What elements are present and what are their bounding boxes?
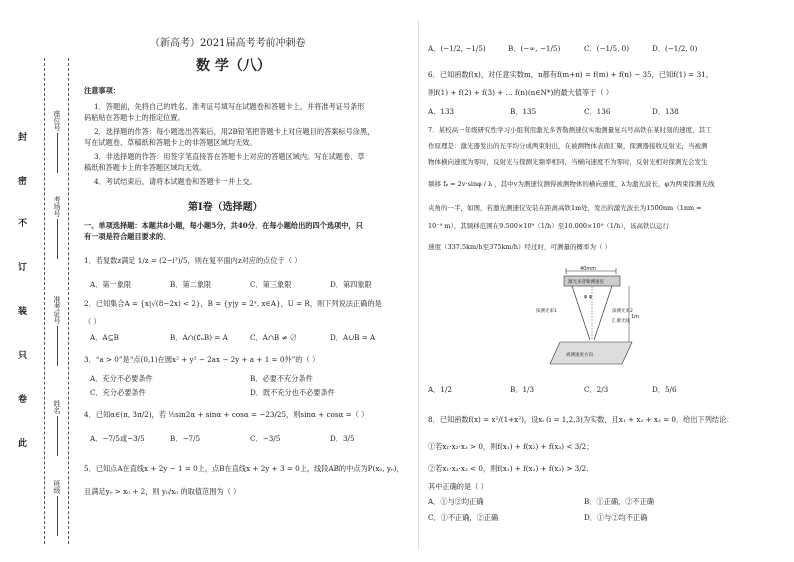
figure-beam-1: 探测光束1 (536, 309, 557, 314)
seal-word: 卷 (16, 394, 26, 403)
figure-plate-label: 被测速度方向 (566, 353, 593, 358)
q6-option-a[interactable]: A．133 (428, 107, 455, 116)
notes-line: 4．考试结束后，请将本试题卷和答题卡一并上交。 (94, 177, 257, 186)
question-8-conclusion-2: ②若x₁·x₂·x₃ < 0，则f(x₁) + f(x₂) + f(x₃) > 3/2． (428, 464, 594, 473)
question-7-line: 物体横向速度为零时，反射光与探测光频率相同，当横向速度不为零时，反射光相对探测光会发生 (428, 158, 708, 166)
notes-line: 码粘贴在答题卡上的指定位置。 (84, 113, 185, 122)
q7-option-b[interactable]: B．1/3 (510, 385, 535, 394)
question-3-stem: 3．“a > 0”是“点(0,1)在圆x² + y² − 2ax − 2y + a + 1 = 0外”的（ ） (84, 355, 320, 364)
q8-option-d[interactable]: D．①与②均不正确 (584, 513, 648, 522)
page-divider (418, 20, 419, 550)
figure-beam-2: 探测光束2 (612, 309, 633, 314)
exam-title: （新高考）2021届高考考前冲刺卷 (150, 38, 306, 49)
question-8-stem: 8．已知函数f(x) = x²/(1+x²)，设xᵢ (i = 1,2,3)为实数，且x₁ + x₂ + x₃ = 0．给出下列结论： (428, 415, 734, 424)
question-7-line: 频移 fₚ = 2v·sinφ / λ ，其中v为测速仪测得被测物体的横向速度，λ为激光波长，φ为两束探测光线 (428, 180, 715, 188)
question-5-stem-cont: 且满足y₀ > x₀ + 2，则 y₀/x₀ 的取值范围为（ ） (84, 487, 241, 496)
question-5-stem: 5．已知点A在直线x + 2y − 1 = 0上，点B在直线x + 2y + 3 = 0上，线段AB的中点为P(x₀, y₀)， (84, 464, 404, 473)
field-class[interactable]: 班级 (52, 480, 62, 536)
question-6-stem: 6．已知函数f(x)，对任意实数m，n都有f(m+n) = f(m) + f(n) − 35，已知f(1) = 31， (428, 70, 713, 79)
field-exam-room[interactable]: 考场号 (52, 196, 62, 259)
q1-option-b[interactable]: B．第二象限 (170, 280, 212, 289)
seal-word: 密 (16, 176, 26, 185)
q4-option-d[interactable]: D．3/5 (330, 434, 355, 443)
figure-reflect: 汇聚光线 (612, 319, 630, 324)
question-8-conclusion-1: ①若x₁·x₂·x₃ > 0，则f(x₁) + f(x₂) + f(x₃) < 3/2； (428, 442, 594, 451)
q3-option-c[interactable]: C．充分必要条件 (90, 388, 146, 397)
seal-word: 订 (16, 262, 26, 271)
seal-word: 此 (16, 438, 26, 447)
q1-option-c[interactable]: C．第三象限 (250, 280, 292, 289)
q2-option-c[interactable]: C．A∩B ≠ ∅ (250, 333, 297, 342)
question-2-paren: （ ） (84, 317, 101, 326)
subject-title: 数 学（八） (196, 58, 271, 74)
notes-line: 2．选择题的作答：每小题选出答案后，用2B铅笔把答题卡上对应题目的答案标号涂黑， (94, 127, 375, 136)
binding-line-inner (68, 58, 69, 544)
q7-option-c[interactable]: C．2/3 (584, 385, 609, 394)
q3-option-d[interactable]: D．既不充分也不必要条件 (250, 388, 335, 397)
question-7-line: 7．某校高一年级研究性学习小组利用激光多普勒测速仪实地测量复兴号高铁在某时刻的速度，其工 (428, 126, 712, 134)
notes-line: 3．非选择题的作答：用签字笔直接答在答题卡上对应的答题区域内。写在试题卷、草 (94, 152, 365, 161)
figure-device-label: 激光多普勒测速仪 (568, 280, 604, 285)
q5-option-b[interactable]: B．(−∞, −1/5) (508, 44, 561, 53)
figure-distance: 1m (631, 314, 640, 320)
notes-line: 1．答题前，先将自己的姓名、准考证号填写在试题卷和答题卡上，并将准考证号条形 (94, 102, 365, 111)
q8-option-a[interactable]: A．①与②均正确 (428, 497, 484, 506)
q3-option-a[interactable]: A．充分不必要条件 (90, 374, 153, 383)
question-4-stem: 4．已知α∈(π, 3π/2)，若 ½sin2α + sinα + cosα = −23/25，则sinα + cosα =（ ） (84, 410, 369, 419)
section-title: 第Ⅰ卷（选择题） (188, 202, 263, 213)
q7-option-a[interactable]: A．1/2 (428, 385, 452, 394)
laser-speedometer-figure (530, 262, 655, 374)
q4-option-c[interactable]: C．−3/5 (250, 434, 281, 443)
q8-option-c[interactable]: C．①不正确，②正确 (428, 513, 499, 522)
binding-line-outer (44, 58, 45, 544)
notes-line: 稿纸和答题卡上的非答题区域均无效。 (84, 163, 207, 172)
field-name[interactable]: 姓名 (52, 400, 62, 456)
q5-option-a[interactable]: A．(−1/2, −1/5) (428, 44, 486, 53)
q6-option-c[interactable]: C．136 (584, 107, 611, 116)
q2-option-a[interactable]: A．A⊆B (90, 333, 119, 342)
question-7-line: 作原理是：激光器发出的光平均分成两束射出，在被测物体表面汇聚，探测器接收反射光，当被测 (428, 142, 708, 150)
seal-word: 装 (16, 306, 26, 315)
q2-option-d[interactable]: D．A∪B = A (330, 333, 376, 342)
q5-option-c[interactable]: C．(−1/5, 0) (584, 44, 630, 53)
q5-option-d[interactable]: D．(−1/2, 0) (652, 44, 698, 53)
q2-option-b[interactable]: B．A∩(∁ᵤB) = A (170, 333, 228, 342)
q6-option-d[interactable]: D．138 (652, 107, 679, 116)
field-admission-number[interactable]: 准考证号 (52, 296, 62, 366)
section-intro: 有一项是符合题目要求的． (84, 232, 171, 241)
question-6-stem-cont: 则f(1) + f(2) + f(3) + … f(n)(n∈N*)的最大值等于（ ） (428, 88, 614, 97)
q6-option-b[interactable]: B．135 (510, 107, 537, 116)
notes-heading: 注意事项： (84, 86, 120, 95)
question-7-line: 速度（337.5km/h至375km/h）经过时，可测量的概率为（ ） (428, 243, 612, 251)
question-7-line: 夹角的一半，如图，若激光测速仪安装在距离高铁1m处，发出的激光波长为1500nm（1nm = (428, 204, 702, 212)
q4-option-a[interactable]: A．−7/5或−3/5 (90, 434, 145, 443)
seal-word: 不 (16, 218, 26, 227)
question-2-stem: 2．已知集合A = {x|√(8−2x) < 2}，B = {y|y = 2ˣ, x∈A}，U = R，则下列说法正确的是 (84, 299, 382, 308)
figure-phi: φ φ (584, 294, 593, 300)
q1-option-a[interactable]: A．第一象限 (90, 280, 132, 289)
notes-line: 写在试题卷、草稿纸和答题卡上的非答题区域均无效。 (84, 138, 257, 147)
q8-option-b[interactable]: B．①正确，②不正确 (584, 497, 654, 506)
figure-top-label: 40mm (580, 266, 597, 272)
q4-option-b[interactable]: B．−7/5 (170, 434, 201, 443)
question-7-line: 10⁻⁹ m），其频移范围在9.500×10⁹（1/h）至10.000×10⁹（1/h），该高铁以运行 (428, 222, 670, 230)
q3-option-b[interactable]: B．必要不充分条件 (250, 374, 313, 383)
question-1-stem: 1．若复数z满足 1/z = (2−i³)/5，则在复平面内z对应的点位于（ ） (84, 256, 302, 265)
field-seat-number[interactable]: 座位号 (52, 110, 62, 173)
q1-option-d[interactable]: D．第四象限 (330, 280, 372, 289)
section-intro: 一、单项选择题：本题共8小题，每小题5分，共40分．在每小题给出的四个选项中，只 (84, 221, 363, 230)
seal-word: 只 (16, 350, 26, 359)
seal-word: 封 (16, 132, 26, 141)
q7-option-d[interactable]: D．5/6 (652, 385, 677, 394)
question-8-ask: 其中正确的是（ ） (428, 482, 488, 491)
